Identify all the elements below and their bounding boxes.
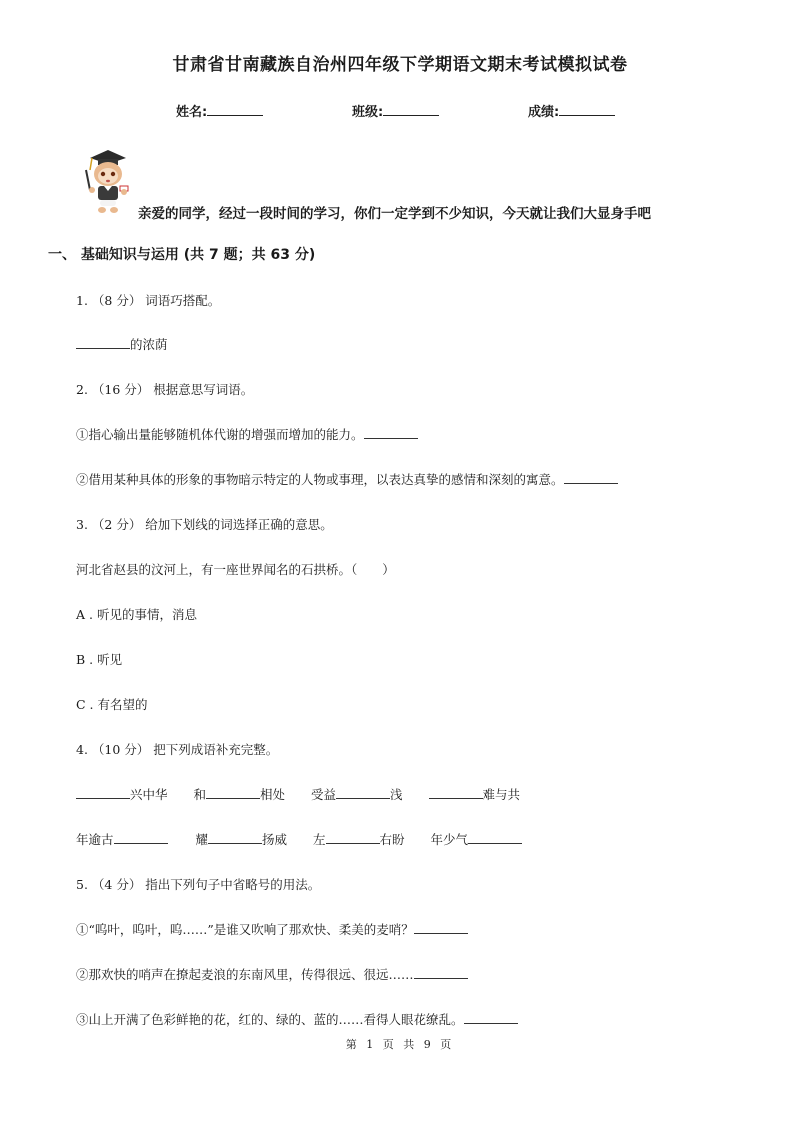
option-c[interactable] xyxy=(76,695,148,713)
idiom-row-1 xyxy=(76,785,542,803)
option-b[interactable] xyxy=(76,650,122,668)
idiom-row-2 xyxy=(76,830,544,848)
class-field xyxy=(352,101,439,120)
answer-blank[interactable] xyxy=(114,831,168,844)
answer-blank[interactable] xyxy=(208,831,262,844)
question-3-heading: 3. （2 分） 给加下划线的词选择正确的意思。 xyxy=(76,517,333,532)
idiom-item: 兴中华 xyxy=(76,785,168,803)
answer-blank[interactable] xyxy=(414,966,468,979)
answer-blank[interactable] xyxy=(414,921,468,934)
graduate-mascot-icon xyxy=(76,146,136,216)
answer-blank[interactable] xyxy=(76,336,130,349)
page-number: 第 1 页 共 9 页 xyxy=(345,1038,455,1051)
class-blank[interactable] xyxy=(383,103,439,116)
answer-blank[interactable] xyxy=(564,471,618,484)
answer-blank[interactable] xyxy=(76,786,130,799)
option-c-text: 有名望的 xyxy=(97,697,148,712)
question-2-item-2 xyxy=(76,470,618,488)
option-a-text: 听见的事情，消息 xyxy=(96,607,197,622)
question-5-item-3 xyxy=(76,1010,518,1028)
option-a-label: A . xyxy=(76,607,93,622)
option-b-label: B . xyxy=(76,652,94,667)
idiom-item: 受益 浅 xyxy=(311,787,403,802)
idiom-item: 耀 扬威 xyxy=(195,832,288,847)
q1-suffix: 的浓荫 xyxy=(130,337,168,352)
option-b-text: 听见 xyxy=(97,652,123,667)
q5-item2-text: ②那欢快的哨声在撩起麦浪的东南风里，传得很远、很远…… xyxy=(76,967,414,982)
q2-item1-text: ①指心输出量能够随机体代谢的增强而增加的能力。 xyxy=(76,427,364,442)
answer-blank[interactable] xyxy=(464,1011,518,1024)
q5-item3-text: ③山上开满了色彩鲜艳的花，红的、绿的、蓝的……看得人眼花缭乱。 xyxy=(76,1012,464,1027)
question-5-item-1 xyxy=(76,920,468,938)
question-3-sentence: 河北省赵县的汶河上，有一座世界闻名的石拱桥。（ ） xyxy=(76,562,395,577)
q5-item1-text: ①“呜叶，呜叶，呜……”是谁又吹响了那欢快、柔美的麦哨？ xyxy=(76,922,414,937)
answer-blank[interactable] xyxy=(326,831,380,844)
score-label: 成绩: xyxy=(528,105,560,120)
class-label: 班级: xyxy=(352,105,384,120)
question-5-item-2 xyxy=(76,965,468,983)
greeting-text: 亲爱的同学，经过一段时间的学习，你们一定学到不少知识，今天就让我们大显身手吧 xyxy=(138,206,651,222)
option-a[interactable] xyxy=(76,605,197,623)
name-blank[interactable] xyxy=(207,103,263,116)
name-label: 姓名: xyxy=(176,105,208,120)
question-5-heading: 5. （4 分） 指出下列句子中省略号的用法。 xyxy=(76,877,321,892)
answer-blank[interactable] xyxy=(468,831,522,844)
idiom-item: 左 右盼 xyxy=(313,832,405,847)
question-1-line xyxy=(76,335,168,353)
q2-item2-text: ②借用某种具体的形象的事物暗示特定的人物或事理，以表达真挚的感情和深刻的寓意。 xyxy=(76,472,564,487)
score-field xyxy=(528,101,615,120)
question-2-item-1 xyxy=(76,425,418,443)
idiom-item: 年逾古 xyxy=(76,830,168,848)
exam-title: 甘肃省甘南藏族自治州四年级下学期语文期末考试模拟试卷 xyxy=(172,55,628,75)
idiom-item: 和 相处 xyxy=(193,787,286,802)
answer-blank[interactable] xyxy=(336,786,390,799)
question-1-heading: 1. （8 分） 词语巧搭配。 xyxy=(76,293,221,308)
idiom-item: 难与共 xyxy=(429,785,521,803)
section-heading: 一、 基础知识与运用 (共 7 题；共 63 分) xyxy=(48,247,316,263)
question-4-heading: 4. （10 分） 把下列成语补充完整。 xyxy=(76,742,279,757)
question-2-heading: 2. （16 分） 根据意思写词语。 xyxy=(76,382,254,397)
option-c-label: C . xyxy=(76,697,94,712)
answer-blank[interactable] xyxy=(429,786,483,799)
name-field xyxy=(176,101,263,120)
answer-blank[interactable] xyxy=(364,426,418,439)
score-blank[interactable] xyxy=(559,103,615,116)
answer-blank[interactable] xyxy=(206,786,260,799)
idiom-item: 年少气 xyxy=(431,830,523,848)
